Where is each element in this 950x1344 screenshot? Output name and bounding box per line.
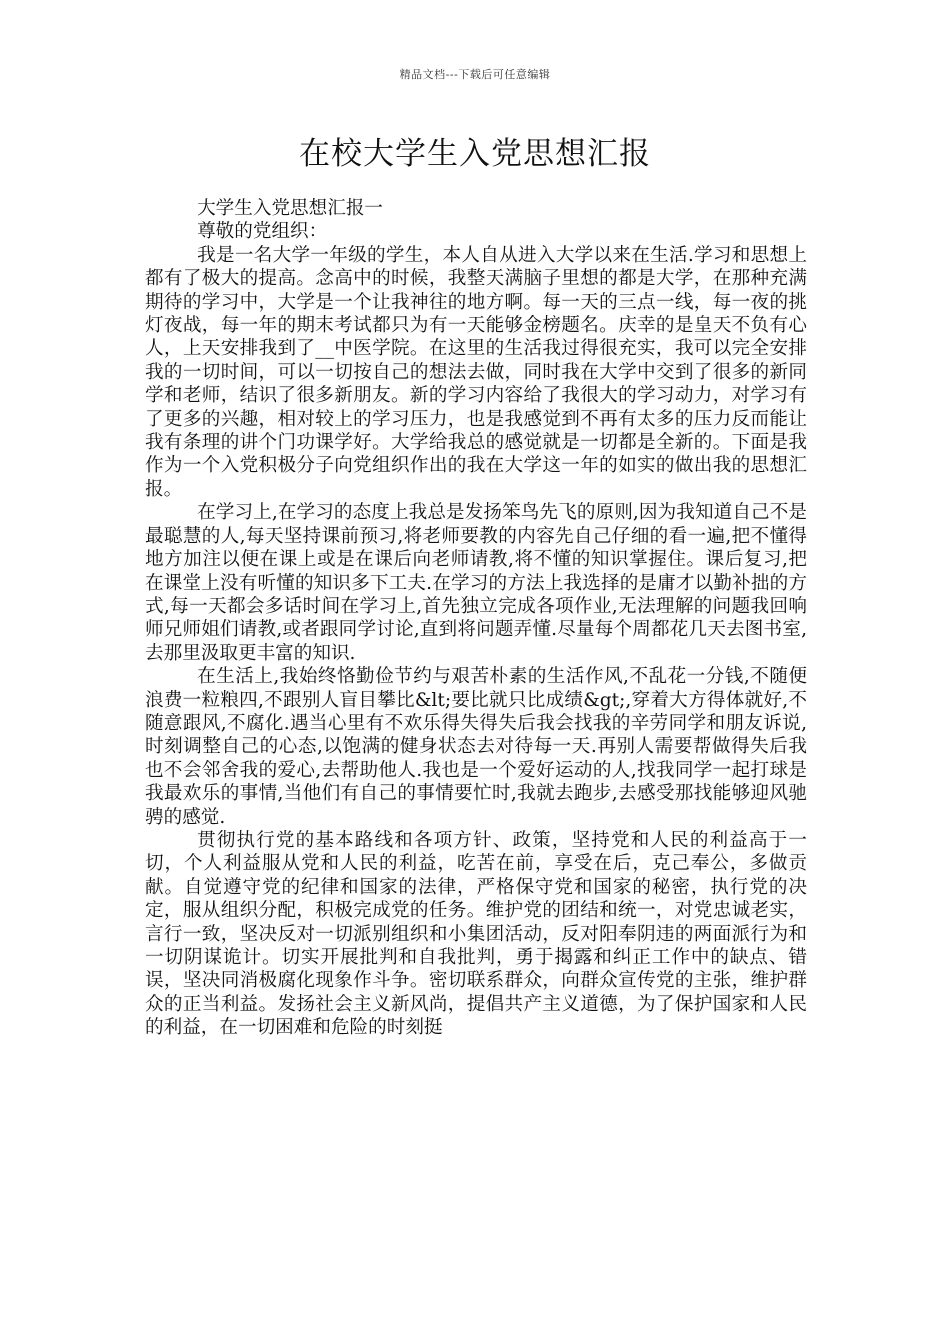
- document-title: 在校大学生入党思想汇报: [299, 136, 651, 172]
- header-note: 精品文档---下载后可任意编辑: [399, 68, 551, 81]
- paragraph-life: 在生活上,我始终恪勤俭节约与艰苦朴素的生活作风,不乱花一分钱,不随便浪费一粒粮四,不跟别人盲目攀比&lt;要比就只比成绩&gt;,穿着大方得体就好,不随意跟风,不腐化.遇当心里有不欢乐得失得失后我会找我的辛劳同学和朋友诉说,时刻调整自己的心态,以饱满的健身状态去对待每一天.再别人需要帮做得失后我也不会邻舍我的爱心,去帮助他人.我也是一个爱好运动的人,找我同学一起打球是我最欢乐的事情,当他们有自己的事情要忙时,我就去跑步,去感受那找能够迎风驰骋的感觉.: [145, 666, 807, 828]
- paragraph-study: 在学习上,在学习的态度上我总是发扬笨鸟先飞的原则,因为我知道自己不是最聪慧的人,每天坚持课前预习,将老师要教的内容先自己仔细的看一遍,把不懂得地方加注以便在课上或是在课后向老师请教,将不懂的知识掌握住。课后复习,把在课堂上没有听懂的知识多下工夫.在学习的方法上我选择的是庸才以勤补拙的方式,每一天都会多话时间在学习上,首先独立完成各项作业,无法理解的问题我回响师兄师姐们请教,或者跟同学讨论,直到将问题弄懂.尽量每个周都花几天去图书室,去那里汲取更丰富的知识.: [145, 502, 807, 664]
- document-body: [145, 197, 807, 1040]
- paragraph-party: 贯彻执行党的基本路线和各项方针、政策，坚持党和人民的利益高于一切，个人利益服从党和人民的利益，吃苦在前，享受在后，克己奉公，多做贡献。自觉遵守党的纪律和国家的法律，严格保守党和国家的秘密，执行党的决定，服从组织分配，积极完成党的任务。维护党的团结和统一，对党忠诚老实，言行一致，坚决反对一切派别组织和小集团活动，反对阳奉阴违的两面派行为和一切阴谋诡计。切实开展批判和自我批判，勇于揭露和纠正工作中的缺点、错误，坚决同消极腐化现象作斗争。密切联系群众，向群众宣传党的主张，维护群众的正当利益。发扬社会主义新风尚，提倡共产主义道德，为了保护国家和人民的利益，在一切困难和危险的时刻挺: [145, 829, 807, 1039]
- document-subtitle: 大学生入党思想汇报一: [197, 198, 384, 219]
- salutation: 尊敬的党组织：: [197, 221, 328, 243]
- paragraph-intro: 我是一名大学一年级的学生，本人自从进入大学以来在生活.学习和思想上都有了极大的提高。念高中的时候，我整天满脑子里想的都是大学，在那种充满期待的学习中，大学是一个让我神往的地方啊。每一天的三点一线，每一夜的挑灯夜战，每一年的期末考试都只为有一天能够金榜题名。庆幸的是皇天不负有心人，上天安排我到了__中医学院。在这里的生活我过得很充实，我可以完全安排我的一切时间，可以一切按自己的想法去做，同时我在大学中交到了很多的新同学和老师，结识了很多新朋友。新的学习内容给了我很大的学习动力，对学习有了更多的兴趣，相对较上的学习压力，也是我感觉到不再有太多的压力反而能让我有条理的讲个门功课学好。大学给我总的感觉就是一切都是全新的。下面是我作为一个入党积极分子向党组织作出的我在大学这一年的如实的做出我的思想汇报。: [145, 244, 807, 500]
